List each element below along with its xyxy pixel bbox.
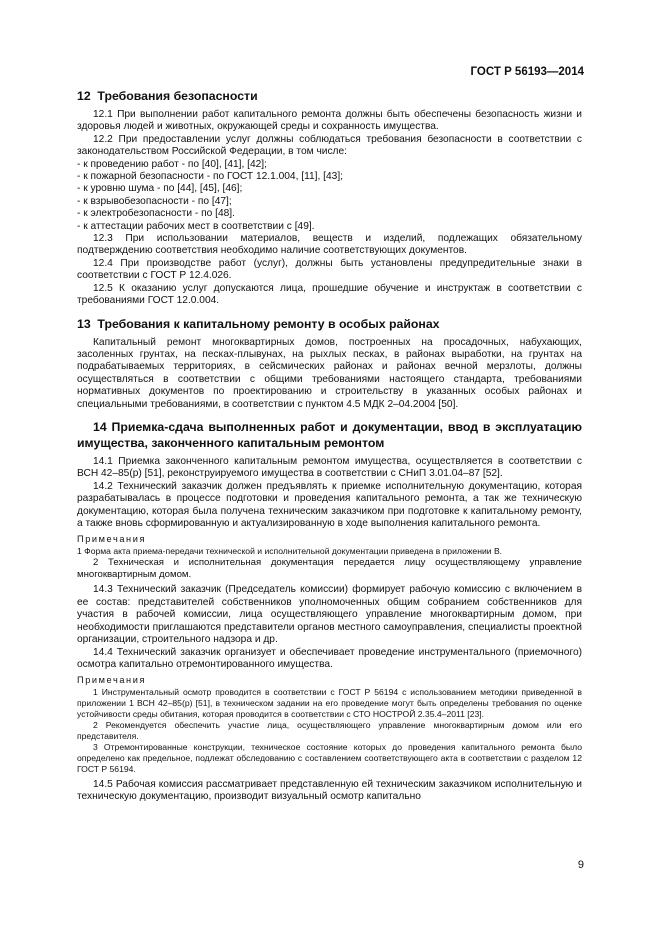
list-item: - к проведению работ - по [40], [41], [42]; — [77, 158, 267, 170]
section-title: Требования безопасности — [97, 89, 258, 103]
paragraph-12-1: 12.1 При выполнении работ капитального ремонта должны быть обеспечены безопасность жизни и здоровья людей и животных, окружающей среды и сохранность имущества. — [77, 109, 582, 133]
list-item: - к уровню шума - по [44], [45], [46]; — [77, 183, 243, 195]
list-item: - к электробезопасности - по [48]. — [77, 208, 235, 220]
note-item: 2 Техническая и исполнительная документация передается лицу осуществляющему управление многоквартирным домом. — [77, 556, 582, 580]
section-14-heading — [77, 419, 582, 451]
notes-title: Примечания — [77, 534, 147, 545]
note-item: 1 Инструментальный осмотр проводится в соответствии с ГОСТ Р 56194 с использованием методики приведенной в приложении 1 ВСН 42–85(р) [51], в техническом задании на его проведение могут быть определены требования по оценке устойчивости среды обитания, которая проводится в соответствии с СТО НОСТРОЙ 2.35.4–2011 [23]. — [77, 686, 582, 719]
paragraph-14-2: 14.2 Технический заказчик должен предъявлять к приемке исполнительную документацию, которая разрабатывалась в процессе подготовки и проведения капитального ремонта, а так же техническую документацию, которая была получена техническим заказчиком при подготовке к капитальному ремонту, а также вновь сформированную и актуализированную в ходе выполнения капитального ремонта. — [77, 480, 582, 529]
paragraph-12-4: 12.4 При производстве работ (услуг), должны быть установлены предупредительные знаки в соответствии с ГОСТ Р 12.4.026. — [77, 257, 582, 282]
note-item: 3 Отремонтированные конструкции, техническое состояние которых до проведения капитального ремонта было определено как предельное, подлежат обследованию с составлением соответствующего акта в соответствии с разделом 12 ГОСТ Р 56194. — [77, 741, 582, 774]
section-title: Приемка-сдача выполненных работ и документации, ввод в эксплуатацию имущества, законченного капитальным ремонтом — [77, 419, 582, 450]
paragraph-12-2: 12.2 При предоставлении услуг должны соблюдаться требования безопасности в соответствии с законодательством Российской Федерации, в том числе: — [77, 133, 582, 158]
section-13-heading — [77, 316, 582, 332]
paragraph-14-5: 14.5 Рабочая комиссия рассматривает представленную ей техническим заказчиком исполнительную и техническую документацию, производит визуальный осмотр капитально — [77, 778, 582, 803]
notes-title: Примечания — [77, 675, 147, 686]
list-item: - к аттестации рабочих мест в соответствии с [49]. — [77, 220, 315, 232]
paragraph-12-3: 12.3 При использовании материалов, веществ и изделий, подлежащих обязательному подтверждению соответствия необходимо наличие соответствующих документов. — [77, 233, 582, 257]
list-item: - к взрывобезопасности - по [47]; — [77, 195, 232, 207]
section-title: Требования к капитальному ремонту в особых районах — [97, 316, 440, 331]
section-number: 13 — [77, 316, 91, 331]
page-number: 9 — [577, 859, 584, 871]
section-number: 14 — [93, 419, 107, 434]
paragraph-14-1: 14.1 Приемка законченного капитальным ремонтом имущества, осуществляется в соответствии с ВСН 42–85(р) [51], реконструируемого имущества в соответствии с СНиП 3.01.04–87 [52]. — [77, 455, 582, 480]
paragraph-14-4: 14.4 Технический заказчик организует и обеспечивает проведение инструментального (приемочного) осмотра капитально отремонтированного имущества. — [77, 646, 582, 670]
section-12-heading — [77, 88, 582, 104]
page-content — [77, 88, 582, 804]
document-header-id: ГОСТ Р 56193—2014 — [470, 66, 584, 78]
paragraph-12-5: 12.5 К оказанию услуг допускаются лица, прошедшие обучение и инструктаж в соответствии с требованиями ГОСТ 12.0.004. — [77, 282, 582, 307]
note-item: 2 Рекомендуется обеспечить участие лица, осуществляющего управление многоквартирным домом или его представителя. — [77, 719, 582, 741]
list-item: - к пожарной безопасности - по ГОСТ 12.1.004, [11], [43]; — [77, 171, 343, 183]
note-item: 1 Форма акта приема-передачи технической и исполнительной документации приведена в приложении В. — [77, 545, 503, 556]
section-number: 12 — [77, 89, 91, 103]
paragraph-13: Капитальный ремонт многоквартирных домов, построенных на просадочных, набухающих, засоленных грунтах, на песках-плывунах, на рыхлых песках, в районах выработки, на грунтах на подрабатываемых территориях, в сейсмических районах и районах вечной мерзлоты, должны осуществляться в соответствии с общими требованиями настоящего стандарта, требованиями нормативных документов по проектированию и строительству в указанных особых районах и специальными требованиями, в соответствии с пунктом 4.5 МДК 2–04.2004 [50]. — [77, 336, 582, 410]
paragraph-14-3: 14.3 Технический заказчик (Председатель комиссии) формирует рабочую комиссию с включением в ее состав: представителей собственников уполномоченных общим собранием собственников для участия в рабочей комиссии, лица осуществляющего управление многоквартирным домом, при необходимости приглашаются представители органов местного самоуправления, специалисты проектной организации, строительного надзора и др. — [77, 584, 582, 646]
